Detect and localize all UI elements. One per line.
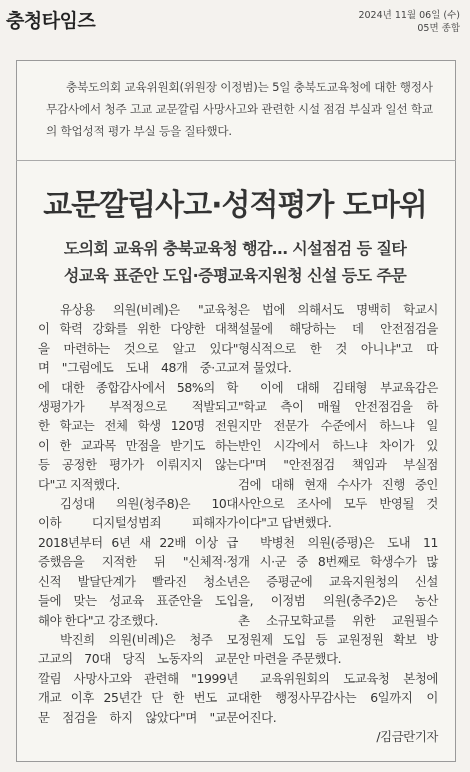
body-line: 이다"고 답변했다.	[238, 515, 332, 531]
body-line: 정원제 도입 등 교원정원 확보 방	[238, 631, 438, 647]
body-line: 이 학력 강화를 위한 다양한 대책	[38, 321, 238, 337]
body-line: 사안으로 조사에 모두 반영될 것	[238, 496, 438, 512]
body-line: 신적 발달단계가 빨라진 청소년	[38, 573, 238, 589]
issue-date: 2024년 11월 06일 (수)	[358, 10, 460, 21]
body-line: 지만 전문가 수준에서 하느냐 일	[238, 418, 438, 434]
body-line: 설물에 해당하는 데 안전점검을	[238, 321, 438, 337]
body-line: "학교 측이 매월 안전점검을 하	[238, 399, 438, 415]
body-line: 은 법에 의해서도 명백히 학교시	[238, 302, 438, 317]
body-line: 안 마련을 주문했다.	[238, 651, 342, 667]
body-line: 김성대 의원(청주8)은 10대	[60, 496, 238, 512]
byline: /김금란기자	[376, 728, 438, 744]
body-line: 은 증평군에 교육지원청의 신설	[238, 573, 438, 589]
body-line: 반인 시각에서 하느냐 차이가 있	[238, 437, 438, 453]
lead-paragraph: 충북도의회 교육위원회(위원장 이정범)는 5일 충북도교육청에 대한 행정사무감사에서 청주 고교 교문깔림 사망사고와 관련한 시설 점검 부실과 일선 학교의 학업성적 평가 부실 등을 질타했다.	[46, 80, 433, 138]
subhead-1: 도의회 교육위 충북교육청 행감… 시설점검 등 질타	[63, 239, 407, 258]
body-line: 박병천 의원(증평)은 도내 11	[260, 534, 438, 550]
column-left	[38, 300, 238, 727]
body-line: 을, 이정범 의원(충주2)은 농산	[238, 593, 438, 609]
body-line: 생평가가 부적정으로 적발되고	[38, 399, 238, 415]
body-line: 한 학교는 전체 학생 120명 전원	[38, 418, 238, 434]
body-line: 교육위원회의 도교육청 본청에	[260, 670, 438, 686]
body-line: 문 점검을 하지 않았다"며 "교문	[38, 709, 238, 725]
body-line: 대한 행정사무감사는 6일까지 이	[238, 690, 438, 706]
body-line: 다"며 "안전점검 책임과 부실점	[238, 457, 438, 473]
paper-masthead: 충청타임즈	[6, 10, 96, 32]
divider-top	[16, 160, 456, 161]
subhead-2: 성교육 표준안 도입·증평교육지원청 신설 등도 주문	[63, 266, 407, 285]
body-line: 이 한 교과목 만점을 받기도 하는	[38, 437, 238, 453]
body-line: 개교 이후 25년간 단 한 번도 교	[38, 690, 238, 706]
body-line: 며 "그럼에도 도내 48개 중·고교	[38, 360, 238, 376]
body-line: 을 마련하는 것으로 알고 있다"	[38, 340, 238, 356]
body-line: 형식적으로 한 것 아니냐"고 따	[238, 340, 438, 356]
body-line: 고교의 70대 당직 노동자의 교문	[38, 651, 238, 667]
body-line: 어진다.	[238, 709, 277, 725]
column-right	[238, 300, 438, 746]
body-line: 증했음을 지적한 뒤 "신체적·정	[38, 554, 238, 570]
body-line: 2018년부터 6년 새 22배 이상 급	[38, 534, 238, 550]
body-line: 촌 소규모학교를 위한 교원필수	[238, 612, 438, 628]
body-line: 다"고 지적했다.	[38, 476, 120, 492]
body-line: 들에 맞는 성교육 표준안을 도입	[38, 593, 238, 609]
body-line: 깔림 사망사고와 관련해 "1999년	[38, 670, 238, 686]
body-line: 져 물었다.	[238, 360, 292, 376]
body-line: 해야 한다"고 강조했다.	[38, 612, 159, 628]
issue-meta	[358, 9, 460, 35]
body-line: 에 대한 종합감사에서 58%의 학	[38, 379, 238, 395]
body-line: 검에 대해 현재 수사가 진행 중인	[238, 476, 438, 492]
body-line: 등 공정한 평가가 이뤄지지 않는	[38, 457, 238, 473]
body-line: 이에 대해 김태형 부교육감은	[260, 379, 438, 395]
headline: 교문깔림사고·성적평가 도마위	[43, 188, 427, 223]
page-number: 05면 종합	[417, 23, 460, 34]
body-line: 이하 디지털성범죄 피해자가	[38, 515, 238, 531]
body-line: 유상용 의원(비례)은 "교육청	[60, 302, 238, 317]
body-line: 개 시·군 중 8번째로 학생수가 많	[238, 554, 438, 570]
body-line: 박진희 의원(비례)은 청주 모	[60, 631, 238, 647]
